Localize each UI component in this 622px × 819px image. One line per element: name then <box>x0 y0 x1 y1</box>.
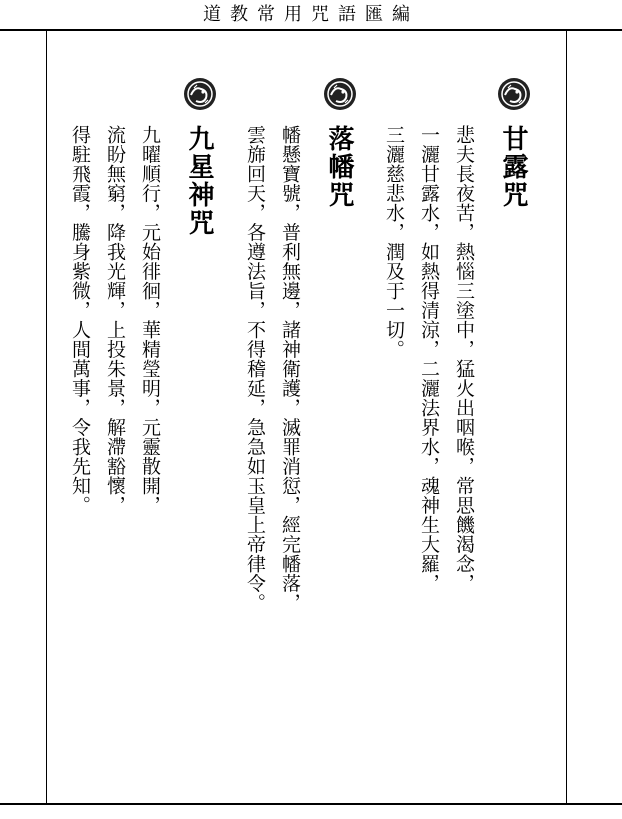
verse-line: 雲旆回天，各遵法旨，不得稽延，急急如玉皇上帝律令。 <box>244 125 266 613</box>
verse-line: 幡懸寶號，普利無邊，諸神衛護，滅罪消愆，經完幡落， <box>279 125 301 613</box>
section-title-luofan: 落幡咒 <box>324 125 354 209</box>
verse-line: 流盼無窮，降我光輝，上投朱景，解滯豁懷， <box>104 125 126 515</box>
verse-line: 三灑慈悲水，潤及于一切。 <box>383 125 405 359</box>
section-title-jiuxing: 九星神咒 <box>184 125 214 237</box>
verse-line: 悲夫長夜苦，熱惱三塗中，猛火出咽喉，常思饑渴念， <box>453 125 475 593</box>
dragon-medallion-icon <box>183 77 217 111</box>
page-header-title: 道教常用咒語匯編 <box>203 4 419 25</box>
footer-rule <box>0 803 622 805</box>
left-margin-rule <box>46 31 47 803</box>
header-rule <box>0 29 622 31</box>
dragon-medallion-icon <box>497 77 531 111</box>
verse-line: 一灑甘露水，如熱得清涼，二灑法界水，魂神生大羅， <box>418 125 440 593</box>
verse-line: 得駐飛霞，騰身紫微，人間萬事，令我先知。 <box>69 125 91 515</box>
verse-line: 九曜順行，元始徘徊，華精瑩明，元靈散開， <box>139 125 161 515</box>
section-title-ganlu: 甘露咒 <box>498 125 528 209</box>
dragon-medallion-icon <box>323 77 357 111</box>
right-margin-rule <box>566 31 567 803</box>
